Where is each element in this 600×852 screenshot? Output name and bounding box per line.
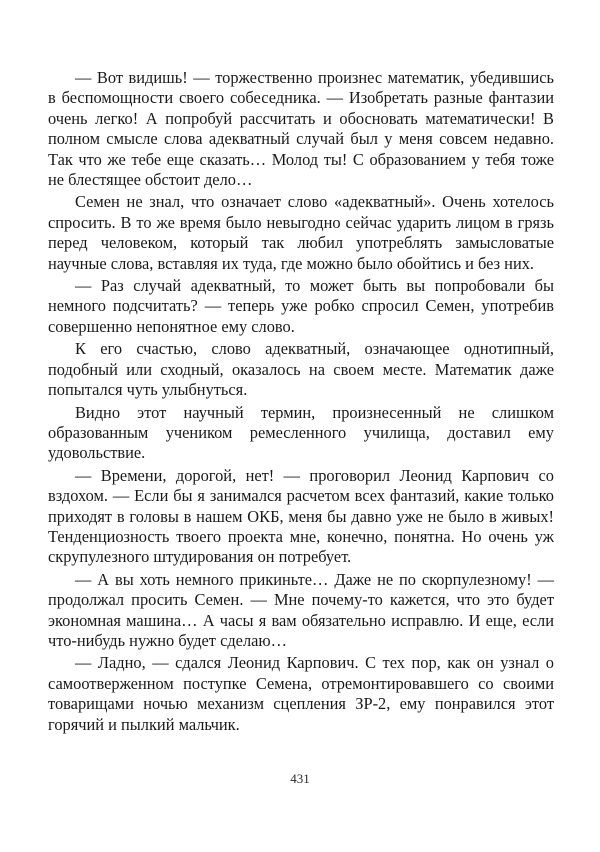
paragraph: Видно этот научный термин, произнесенный не слишком образованным учеником ремесленного училища, доставил ему удовольствие. — [48, 402, 554, 463]
paragraph: — Вот видишь! — торжественно произнес математик, убедившись в беспомощности своего собеседника. — Изобретать разные фантазии очень легко! А попробуй рассчитать и обосновать математически! В полном смысле слова адекватный случай был у меня совсем недавно. Так что же тебе еще сказать… Молод ты! С образованием у тебя тоже не блестящее обстоит дело… — [48, 68, 554, 190]
paragraph: — А вы хоть немного прикиньте… Даже не по скорпулезному! — продолжал просить Семен. — Мне почему-то кажется, что это будет экономная машина… А часы я вам обязательно исправлю. И еще, если что-нибудь нужно будет сделаю… — [48, 569, 554, 650]
paragraph: — Времени, дорогой, нет! — проговорил Леонид Карпович со вздохом. — Если бы я занимался расчетом всех фантазий, какие только приходят в головы в нашем ОКБ, меня бы давно уже не было в живых! Тенденциозность твоего проекта мне, конечно, понятна. Но очень уж скрупулезного штудирования он потребует. — [48, 465, 554, 567]
page-number: 431 — [290, 771, 310, 786]
paragraph: — Ладно, — сдался Леонид Карпович. С тех пор, как он узнал о самоотверженном поступке Семена, отремонтировавшего со своими товарищами ночью механизм сцепления ЗР-2, ему понравился этот горячий и пылкий мальчик. — [48, 653, 554, 734]
paragraph: Семен не знал, что означает слово «адекватный». Очень хотелось спросить. В то же время было невыгодно сейчас ударить лицом в грязь перед человеком, который так любил употреблять замысловатые научные слова, вставляя их туда, где можно было обойтись и без них. — [48, 192, 554, 273]
paragraph: — Раз случай адекватный, то может быть вы попробовали бы немного подсчитать? — теперь уже робко спросил Семен, употребив совершенно непонятное ему слово. — [48, 276, 554, 336]
page-text — [48, 68, 554, 737]
paragraph: К его счастью, слово адекватный, означающее однотипный, подобный или сходный, оказалось на своем месте. Математик даже попытался чуть улыбнуться. — [48, 339, 554, 400]
